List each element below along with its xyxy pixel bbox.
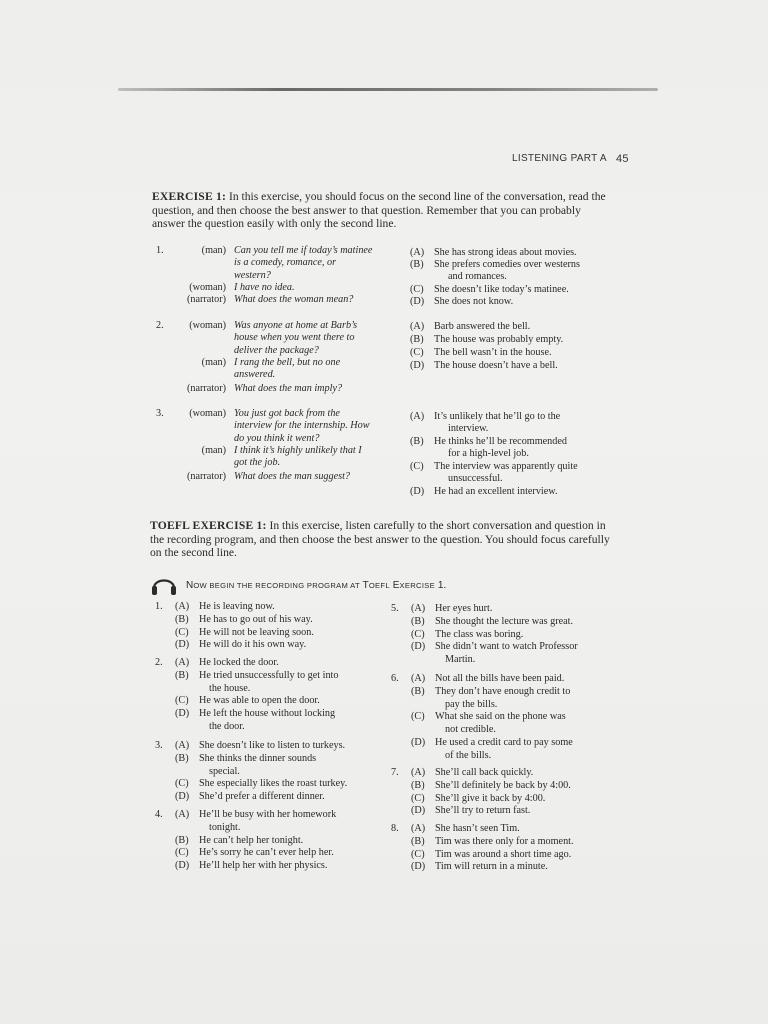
option[interactable]: (A) He locked the door.	[175, 657, 279, 668]
option[interactable]: (A) She’ll call back quickly.	[411, 767, 534, 778]
toefl-question	[391, 823, 611, 874]
option[interactable]: (C) What she said on the phone was not credible.	[411, 711, 566, 736]
choice-text: She does not know.	[434, 296, 514, 307]
option[interactable]: (C) She’ll give it back by 4:00.	[411, 792, 546, 804]
choice-text: She prefers comedies over westerns and romances.	[434, 259, 580, 283]
option[interactable]: (C) She especially likes the roast turkey.	[175, 778, 348, 790]
recording-text: NOW BEGIN THE RECORDING PROGRAM AT TOEFL EXERCISE 1.	[186, 580, 447, 591]
dialogue-text: What does the man suggest?	[234, 471, 351, 482]
choice-letter: (B)	[410, 436, 424, 447]
option[interactable]: (D) He left the house without locking the door.	[175, 708, 336, 732]
exercise1-title: EXERCISE 1:	[152, 190, 227, 203]
choice-text: She has strong ideas about movies.	[434, 247, 577, 258]
item-number: 3.	[156, 408, 164, 419]
option[interactable]: (B) They don’t have enough credit to pay the bills.	[411, 685, 571, 710]
choice-text: She doesn’t like today’s matinee.	[434, 284, 569, 295]
choice-text: He had an excellent interview.	[434, 486, 558, 497]
option[interactable]: (A) She hasn’t seen Tim.	[411, 823, 520, 834]
toefl-exercise-instructions-text: In this exercise, listen carefully to the short conversation and question in the recording program, and then choose the best answer to the question. You should focus carefully on the second line.	[150, 519, 610, 559]
item-number: 1.	[156, 245, 164, 256]
choice-letter: (D)	[410, 296, 425, 307]
dialogue-text: You just got back from the interview for the internship. How do you think it went?	[234, 408, 370, 444]
option[interactable]: (B) Tim was there only for a moment.	[411, 835, 574, 847]
section-title: LISTENING PART A	[512, 153, 607, 164]
speaker: (woman)	[189, 320, 226, 331]
exercise1-instructions	[152, 190, 608, 231]
option[interactable]: (D) She’d prefer a different dinner.	[175, 791, 325, 803]
option[interactable]: (A) Not all the bills have been paid.	[411, 673, 565, 684]
toefl-exercise-instructions	[150, 519, 610, 560]
dialogue-text: What does the woman mean?	[234, 294, 354, 305]
choice-text: The house doesn’t have a bell.	[434, 360, 558, 371]
question-number: 7.	[391, 767, 399, 778]
choice-letter: (C)	[410, 347, 424, 358]
choice-letter: (D)	[410, 486, 425, 497]
option[interactable]: (A) Her eyes hurt.	[411, 603, 493, 614]
speaker: (woman)	[189, 282, 226, 293]
dialogue-text: I have no idea.	[234, 282, 295, 293]
speaker: (narrator)	[186, 471, 226, 482]
choice-text: The interview was apparently quite unsuccessful.	[434, 461, 578, 485]
toefl-question	[155, 740, 375, 804]
choice-letter: (C)	[410, 284, 424, 295]
speaker: (man)	[201, 245, 226, 256]
dialogue-text: What does the man imply?	[234, 383, 343, 394]
toefl-question	[391, 673, 611, 763]
toefl-exercise-title: TOEFL EXERCISE 1:	[150, 519, 267, 532]
option[interactable]: (C) He was able to open the door.	[175, 695, 320, 707]
choice-letter: (B)	[410, 334, 424, 345]
option[interactable]: (A) He is leaving now.	[175, 601, 275, 612]
option[interactable]: (C) The class was boring.	[411, 628, 524, 640]
dialogue-text: Can you tell me if today’s matinee is a comedy, romance, or western?	[234, 245, 373, 281]
choice-text: The house was probably empty.	[434, 334, 564, 345]
option[interactable]: (C) Tim was around a short time ago.	[411, 848, 572, 860]
option[interactable]: (D) He will do it his own way.	[175, 639, 307, 651]
option[interactable]: (D) Tim will return in a minute.	[411, 861, 548, 873]
option[interactable]: (B) He can’t help her tonight.	[175, 834, 304, 846]
choice-letter: (A)	[410, 321, 425, 332]
question-number: 1.	[155, 601, 163, 612]
speaker: (man)	[201, 357, 226, 368]
option[interactable]: (B) She thinks the dinner sounds special.	[175, 752, 317, 777]
choice-letter: (A)	[410, 411, 425, 422]
choice-letter: (B)	[410, 259, 424, 270]
dialogue-text: Was anyone at home at Barb’s house when you went there to deliver the package?	[234, 320, 358, 356]
question-number: 8.	[391, 823, 399, 834]
top-rule	[118, 88, 658, 91]
choice-text: He thinks he’ll be recommended for a high-level job.	[434, 436, 567, 460]
question-number: 6.	[391, 673, 399, 684]
option[interactable]: (B) She thought the lecture was great.	[411, 615, 574, 627]
option[interactable]: (C) He’s sorry he can’t ever help her.	[175, 847, 334, 859]
option[interactable]: (D) She didn’t want to watch Professor Martin.	[411, 641, 578, 666]
speaker: (narrator)	[186, 294, 226, 305]
page-number: 45	[616, 153, 629, 165]
headphones-icon	[150, 572, 178, 603]
toefl-question	[155, 809, 375, 873]
speaker: (woman)	[189, 408, 226, 419]
choice-letter: (A)	[410, 247, 425, 258]
dialogue-text: I rang the bell, but no one answered.	[234, 357, 341, 381]
option[interactable]: (C) He will not be leaving soon.	[175, 626, 314, 638]
dialogue-text: I think it’s highly unlikely that I got the job.	[234, 445, 362, 469]
option[interactable]: (A) He’ll be busy with her homework tonight.	[175, 809, 337, 833]
speaker: (narrator)	[186, 383, 226, 394]
choice-letter: (C)	[410, 461, 424, 472]
choice-text: Barb answered the bell.	[434, 321, 531, 332]
question-number: 4.	[155, 809, 163, 820]
toefl-question	[391, 603, 611, 667]
option[interactable]: (A) She doesn’t like to listen to turkeys.	[175, 740, 346, 751]
option[interactable]: (D) She’ll try to return fast.	[411, 805, 531, 817]
option[interactable]: (D) He’ll help her with her physics.	[175, 860, 328, 872]
choice-letter: (D)	[410, 360, 425, 371]
option[interactable]: (B) He tried unsuccessfully to get into the house.	[175, 669, 339, 694]
exercise1-instructions-text: In this exercise, you should focus on the second line of the conversation, read the question, and then choose the best answer to that question. Remember that you can probably answer the question easily with only the second line.	[152, 190, 606, 230]
speaker: (man)	[201, 445, 226, 456]
choice-text: It’s unlikely that he’ll go to the interview.	[434, 411, 561, 435]
question-number: 5.	[391, 603, 399, 614]
question-number: 3.	[155, 740, 163, 751]
toefl-question	[155, 601, 375, 652]
choice-text: The bell wasn’t in the house.	[434, 347, 552, 358]
option[interactable]: (B) He has to go out of his way.	[175, 613, 313, 625]
recording-instruction	[150, 572, 450, 598]
toefl-question	[391, 767, 611, 818]
question-number: 2.	[155, 657, 163, 668]
option[interactable]: (D) He used a credit card to pay some of the bills.	[411, 736, 573, 761]
item-number: 2.	[156, 320, 164, 331]
option[interactable]: (B) She’ll definitely be back by 4:00.	[411, 779, 571, 791]
toefl-question	[155, 657, 375, 734]
